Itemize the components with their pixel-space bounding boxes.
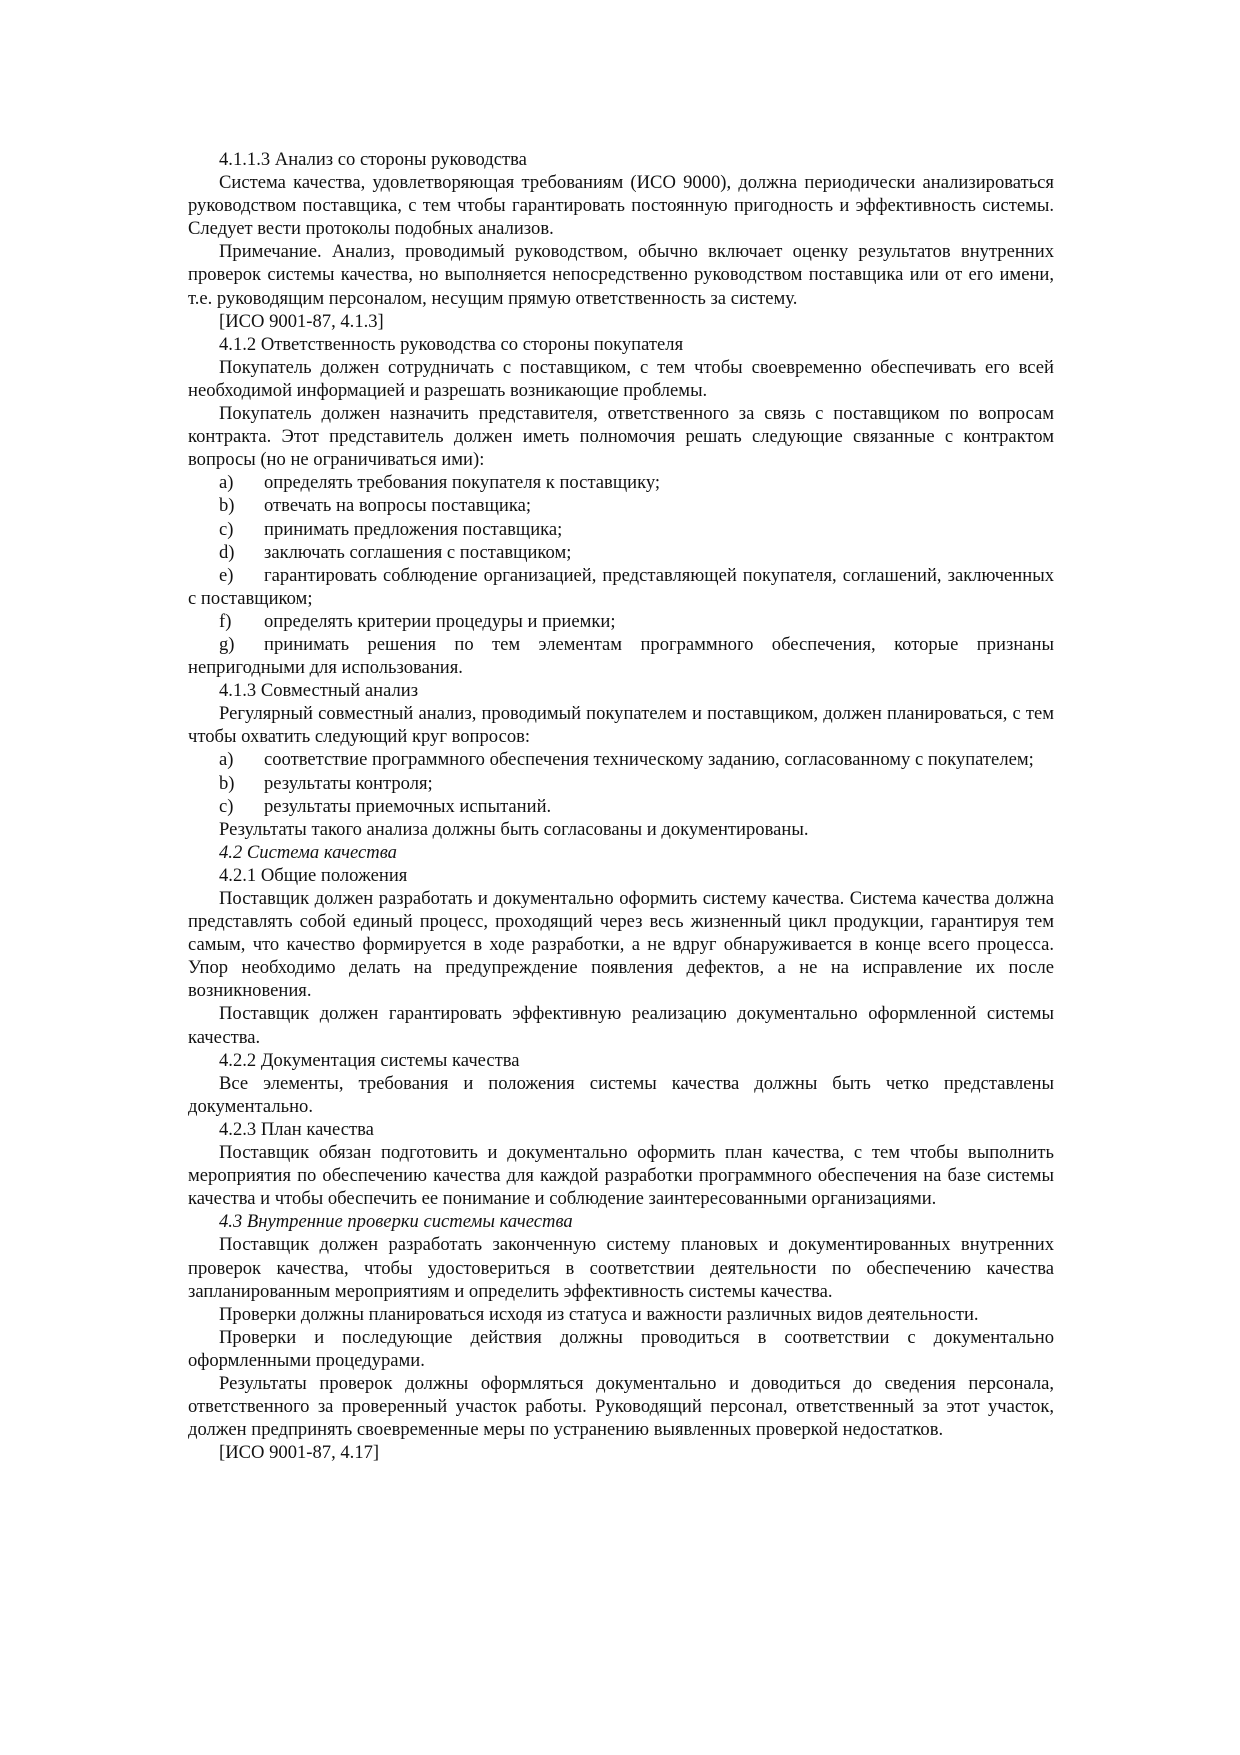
list-item-text: определять требования покупателя к поставщику; (264, 472, 661, 494)
list-item (188, 518, 1054, 541)
paragraph: Проверки и последующие действия должны проводиться в соответствии с документально оформленными процедурами. (188, 1326, 1054, 1371)
list-item-text: результаты контроля; (264, 772, 433, 794)
list-item (188, 748, 1054, 771)
list-item-marker: f) (219, 610, 232, 632)
paragraph: Все элементы, требования и положения системы качества должны быть четко представлены документально. (188, 1072, 1054, 1117)
section-heading: 4.2 Система качества (219, 841, 397, 863)
list-item (188, 564, 1054, 610)
paragraph: Результаты такого анализа должны быть согласованы и документированы. (219, 818, 809, 840)
section-heading: 4.3 Внутренние проверки системы качества (219, 1211, 573, 1233)
list-item-text: определять критерии процедуры и приемки; (264, 610, 616, 632)
paragraph: Поставщик должен гарантировать эффективную реализацию документально оформленной системы качества. (188, 1003, 1054, 1048)
list-item-marker: a) (219, 472, 234, 494)
paragraph: Система качества, удовлетворяющая требованиям (ИСО 9000), должна периодически анализироваться руководством поставщика, с тем чтобы гарантировать постоянную пригодность и эффективность системы. Следует вести протоколы подобных анализов. (188, 172, 1054, 240)
list-item-text: принимать решения по тем элементам программного обеспечения, которые признаны непригодными для использования. (188, 633, 1054, 679)
paragraph: 4.1.2 Ответственность руководства со стороны покупателя (219, 333, 684, 355)
list-item-text: результаты приемочных испытаний. (264, 795, 552, 817)
paragraph: 4.1.1.3 Анализ со стороны руководства (219, 149, 527, 170)
paragraph: Поставщик обязан подготовить и документально оформить план качества, с тем чтобы выполнить мероприятия по обеспечению качества для каждой разработки программного обеспечения на базе системы качества и чтобы обеспечить ее понимание и соблюдение заинтересованными организациями. (188, 1142, 1054, 1210)
list-item (188, 610, 1054, 633)
list-item-marker: b) (219, 495, 235, 517)
paragraph: Примечание. Анализ, проводимый руководством, обычно включает оценку результатов внутренних проверок системы качества, но выполняется непосредственно руководством поставщика или от его имени, т.е. руководящим персоналом, несущим прямую ответственность за систему. (188, 241, 1054, 309)
paragraph: Покупатель должен назначить представителя, ответственного за связь с поставщиком по вопросам контракта. Этот представитель должен иметь полномочия решать следующие связанные с контрактом вопросы (но не ограничиваться ими): (188, 403, 1054, 471)
paragraph: Поставщик должен разработать законченную систему плановых и документированных внутренних проверок качества, чтобы удостовериться в соответствии деятельности по обеспечению качества запланированным мероприятиям и определить эффективность системы качества. (188, 1234, 1054, 1302)
list-item (188, 471, 1054, 494)
list-item-text: соответствие программного обеспечения техническому заданию, согласованному с покупателем; (264, 749, 1034, 771)
paragraph: Поставщик должен разработать и документально оформить систему качества. Система качества должна представлять собой единый процесс, проходящий через весь жизненный цикл продукции, гарантируя тем самым, что качество формируется в ходе разработки, а не вдруг обнаруживается в конце всего процесса. Упор необходимо делать на предупреждение появления дефектов, а не на исправление их после возникновения. (188, 888, 1054, 1002)
list-item-text: принимать предложения поставщика; (264, 518, 563, 540)
document-page (188, 148, 1054, 1464)
paragraph: 4.2.1 Общие положения (219, 864, 408, 886)
list-item-text: отвечать на вопросы поставщика; (264, 495, 532, 517)
list-item-marker: a) (219, 749, 234, 771)
list-item (188, 633, 1054, 679)
paragraph: Проверки должны планироваться исходя из статуса и важности различных видов деятельности. (219, 1303, 979, 1325)
paragraph: 4.2.3 План качества (219, 1118, 374, 1140)
paragraph: [ИСО 9001-87, 4.1.3] (219, 310, 384, 332)
list-item (188, 541, 1054, 564)
list-item-marker: c) (219, 795, 234, 817)
list-item-text: заключать соглашения с поставщиком; (264, 541, 572, 563)
list-item-marker: c) (219, 518, 234, 540)
paragraph: 4.2.2 Документация системы качества (219, 1049, 520, 1071)
list-item (188, 795, 1054, 818)
paragraph: Регулярный совместный анализ, проводимый покупателем и поставщиком, должен планироваться, с тем чтобы охватить следующий круг вопросов: (188, 703, 1054, 748)
paragraph: 4.1.3 Совместный анализ (219, 680, 419, 702)
list-item-marker: e) (219, 564, 234, 586)
list-item-marker: g) (219, 633, 235, 655)
list-item (188, 494, 1054, 517)
list-item (188, 772, 1054, 795)
list-item-text: гарантировать соблюдение организацией, представляющей покупателя, соглашений, заключенных с поставщиком; (188, 564, 1054, 609)
paragraph: Результаты проверок должны оформляться документально и доводиться до сведения персонала, ответственного за проверенный участок работы. Руководящий персонал, ответственный за этот участок, должен предпринять своевременные меры по устранению выявленных проверкой недостатков. (188, 1372, 1054, 1441)
paragraph: [ИСО 9001-87, 4.17] (219, 1442, 380, 1464)
list-item-marker: d) (219, 541, 235, 563)
list-item-marker: b) (219, 772, 235, 794)
paragraph: Покупатель должен сотрудничать с поставщиком, с тем чтобы своевременно обеспечивать его всей необходимой информацией и разрешать возникающие проблемы. (188, 356, 1054, 401)
